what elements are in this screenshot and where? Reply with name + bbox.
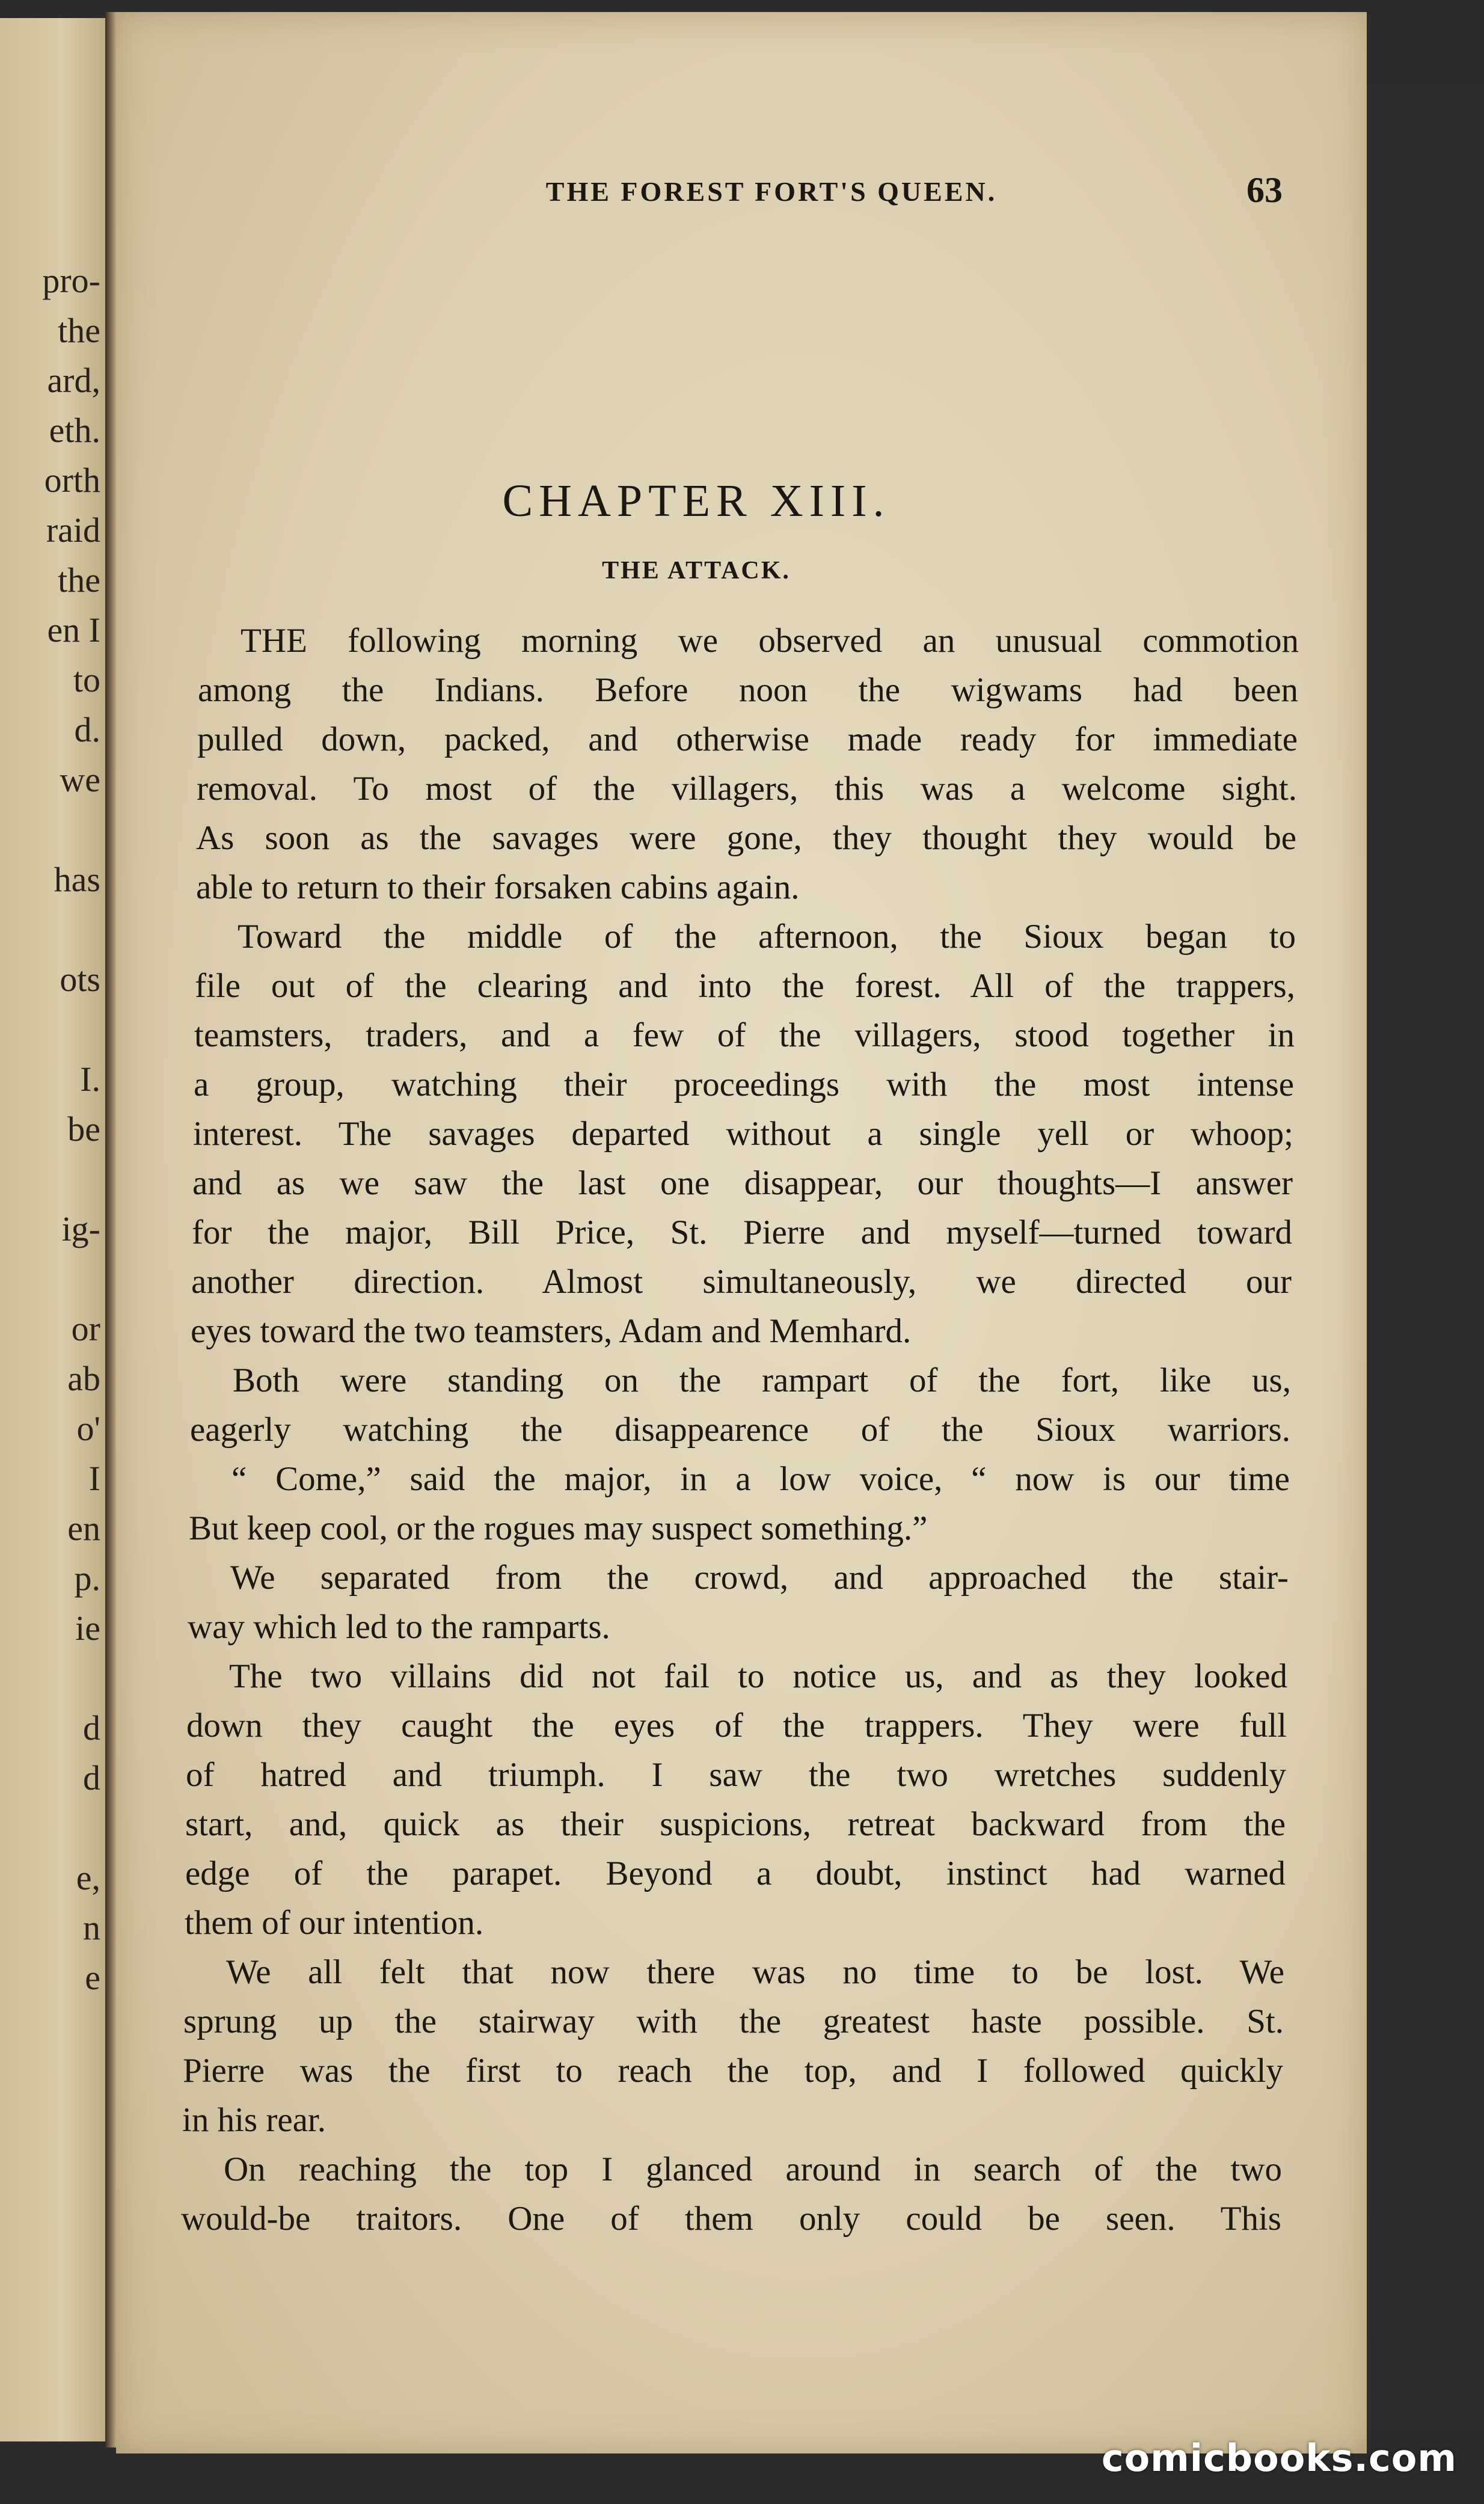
page-number: 63 bbox=[1246, 170, 1283, 210]
text-line: But keep cool, or the rogues may suspect something.” bbox=[189, 1509, 928, 1547]
background-edge bbox=[1367, 84, 1484, 2429]
facing-page-fragment bbox=[0, 1653, 100, 1703]
facing-page-fragment: has bbox=[54, 860, 100, 899]
facing-page-fragment: o' bbox=[76, 1409, 100, 1448]
facing-page-fragment bbox=[0, 805, 100, 855]
text-line: interest. The savages departed without a single yell or whoop; bbox=[193, 1115, 1293, 1153]
facing-page-fragment: raid bbox=[46, 511, 100, 550]
text-line: and as we saw the last one disappear, our thoughts—I answer bbox=[192, 1164, 1293, 1202]
facing-page-fragment: d bbox=[83, 1758, 100, 1797]
facing-page-fragment: ie bbox=[75, 1609, 100, 1648]
facing-page-fragment bbox=[0, 904, 100, 954]
text-line: “ Come,” said the major, in a low voice, “ now is our time bbox=[231, 1460, 1290, 1498]
text-line: As soon as the savages were gone, they thought they would be bbox=[196, 819, 1296, 857]
facing-page-fragment: the bbox=[58, 311, 100, 350]
text-line: eagerly watching the disappearence of the Sioux warriors. bbox=[190, 1411, 1290, 1449]
text-line: Toward the middle of the afternoon, the Sioux began to bbox=[238, 918, 1296, 956]
facing-page-fragment: p. bbox=[74, 1559, 100, 1598]
text-line: in his rear. bbox=[182, 2101, 327, 2139]
text-line: down they caught the eyes of the trappers. They were full bbox=[186, 1707, 1287, 1745]
facing-page-fragment: I. bbox=[80, 1060, 100, 1099]
site-watermark: comicbooks.com bbox=[1101, 2436, 1457, 2480]
text-line: We all felt that now there was no time to be lost. We bbox=[226, 1953, 1284, 1991]
facing-page-fragment bbox=[0, 1154, 100, 1204]
text-line: a group, watching their proceedings with the most intense bbox=[194, 1066, 1294, 1103]
chapter-title: CHAPTER XIII. bbox=[502, 476, 891, 526]
facing-page-fragment bbox=[0, 1004, 100, 1054]
facing-page-fragment bbox=[0, 1254, 100, 1304]
chapter-subtitle: THE ATTACK. bbox=[602, 557, 791, 585]
text-line: The two villains did not fail to notice us, and as they looked bbox=[229, 1657, 1287, 1695]
facing-page-fragment: en bbox=[67, 1509, 100, 1548]
text-line: for the major, Bill Price, St. Pierre and myself—turned toward bbox=[192, 1214, 1292, 1251]
book-page bbox=[116, 12, 1367, 2453]
text-line: Both were standing on the rampart of the fort, like us, bbox=[233, 1361, 1291, 1399]
text-line: edge of the parapet. Beyond a doubt, instinct had warned bbox=[185, 1855, 1286, 1892]
facing-page-fragment: ab bbox=[67, 1359, 100, 1398]
facing-page-fragment: n bbox=[83, 1908, 100, 1947]
facing-page-text bbox=[0, 256, 100, 2002]
facing-page-fragment: ard, bbox=[47, 361, 100, 400]
text-line: way which led to the ramparts. bbox=[188, 1608, 610, 1646]
facing-page-fragment: eth. bbox=[49, 411, 100, 450]
facing-page-fragment: en I bbox=[47, 610, 100, 649]
text-line: pulled down, packed, and otherwise made ready for immediate bbox=[197, 720, 1298, 758]
facing-page-fragment: be bbox=[67, 1109, 100, 1149]
text-line: them of our intention. bbox=[185, 1904, 484, 1942]
facing-page-fragment: ig- bbox=[61, 1209, 100, 1248]
facing-page-fragment: the bbox=[58, 560, 100, 600]
book-gutter bbox=[105, 12, 116, 2447]
running-head: THE FOREST FORT'S QUEEN. bbox=[545, 176, 998, 207]
text-line: sprung up the stairway with the greatest haste possible. St. bbox=[183, 2002, 1284, 2040]
facing-page-fragment: pro- bbox=[42, 261, 100, 300]
facing-page-fragment: e, bbox=[76, 1858, 100, 1897]
text-line: We separated from the crowd, and approached the stair- bbox=[230, 1559, 1289, 1597]
facing-page-fragment: ots bbox=[60, 960, 100, 999]
text-line: file out of the clearing and into the forest. All of the trappers, bbox=[195, 967, 1295, 1005]
text-line: Pierre was the first to reach the top, and I followed quickly bbox=[183, 2052, 1283, 2090]
text-line: teamsters, traders, and a few of the villagers, stood together in bbox=[194, 1016, 1295, 1054]
facing-page-fragment: d bbox=[83, 1708, 100, 1748]
text-line: of hatred and triumph. I saw the two wretches suddenly bbox=[186, 1756, 1286, 1794]
facing-page-fragment bbox=[0, 1803, 100, 1853]
facing-page-fragment: d. bbox=[74, 710, 100, 749]
facing-page-fragment: orth bbox=[44, 461, 100, 500]
text-line: start, and, quick as their suspicions, retreat backward from the bbox=[185, 1805, 1286, 1843]
text-line: among the Indians. Before noon the wigwams had been bbox=[198, 671, 1298, 709]
facing-page-edge bbox=[0, 18, 107, 2441]
facing-page-fragment: or bbox=[71, 1309, 100, 1348]
text-line: would-be traitors. One of them only could be seen. This bbox=[181, 2200, 1281, 2238]
text-line: On reaching the top I glanced around in search of the two bbox=[224, 2150, 1282, 2188]
text-line: another direction. Almost simultaneously, we directed our bbox=[191, 1263, 1292, 1301]
text-line: THE following morning we observed an unusual commotion bbox=[241, 622, 1299, 660]
facing-page-fragment: I bbox=[88, 1459, 100, 1498]
facing-page-fragment: we bbox=[60, 760, 100, 799]
text-line: removal. To most of the villagers, this was a welcome sight. bbox=[197, 770, 1297, 808]
text-line: able to return to their forsaken cabins again. bbox=[196, 868, 800, 906]
facing-page-fragment: to bbox=[73, 660, 100, 699]
text-line: eyes toward the two teamsters, Adam and Memhard. bbox=[191, 1312, 912, 1350]
facing-page-fragment: e bbox=[85, 1958, 100, 1997]
